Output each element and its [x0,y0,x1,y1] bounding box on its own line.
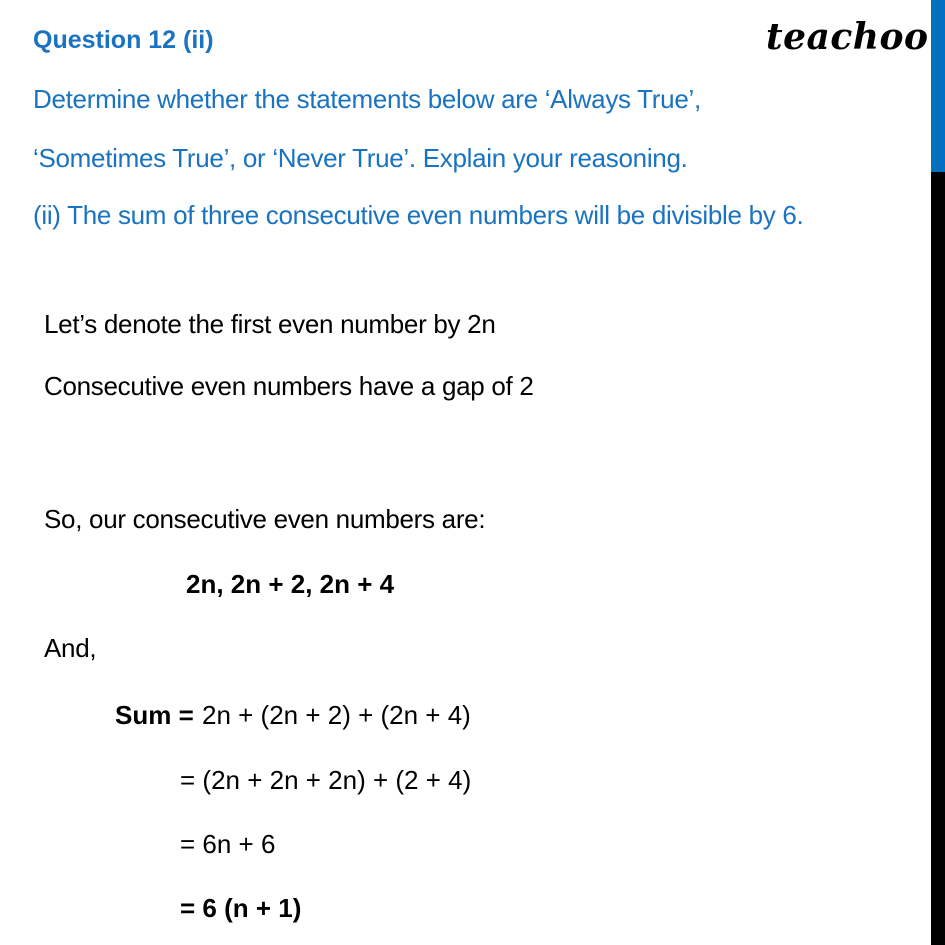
solution-and: And, [44,633,97,663]
solution-line-numbers-intro: So, our consecutive even numbers are: [44,504,486,534]
sum-step-2: = (2n + 2n + 2n) + (2 + 4) [180,765,472,795]
side-bar-blue-segment [931,0,945,172]
side-accent-bar [931,0,945,945]
solution-line-denote: Let’s denote the first even number by 2n [44,309,496,339]
consecutive-numbers: 2n, 2n + 2, 2n + 4 [186,569,395,599]
sum-label: Sum = [115,700,194,730]
side-bar-black-segment [931,172,945,945]
sum-step-1: 2n + (2n + 2) + (2n + 4) [202,700,471,730]
sum-step-3: = 6n + 6 [180,829,276,859]
question-statement: (ii) The sum of three consecutive even numbers will be divisible by 6. [33,200,804,230]
question-title: Question 12 (ii) [33,26,214,54]
sum-result: = 6 (n + 1) [180,893,302,923]
teachoo-logo: teachoo [766,16,929,58]
question-line-1: Determine whether the statements below are ‘Always True’, [33,84,701,114]
solution-line-gap: Consecutive even numbers have a gap of 2 [44,371,534,401]
question-line-2: ‘Sometimes True’, or ‘Never True’. Explain your reasoning. [33,143,688,173]
